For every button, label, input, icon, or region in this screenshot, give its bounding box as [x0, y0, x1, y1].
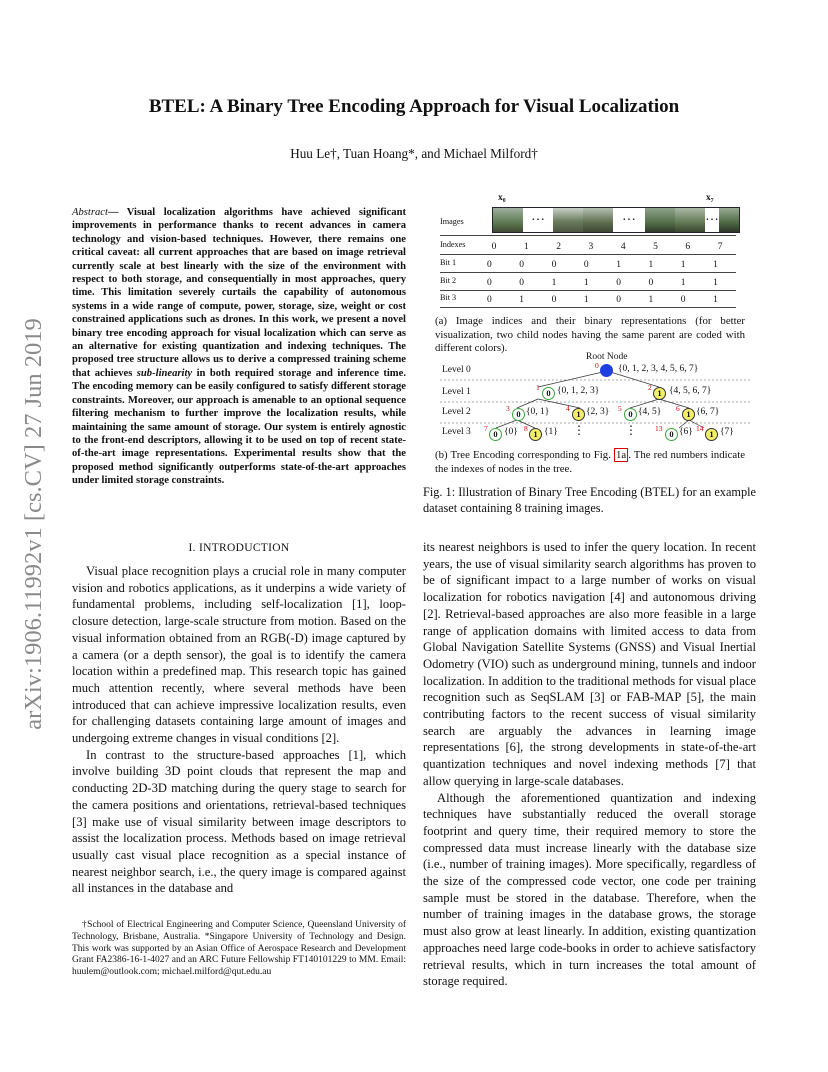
abstract-label: Abstract: [72, 207, 108, 218]
bit-cell: 1: [607, 259, 639, 271]
footnote-text: †School of Electrical Engineering and Computer Science, Queensland University of Technology, Brisbane, Australia. *Singapore University of Technology and Design. This work was supported by an Asian Office of Aerospace Research and Development Grant FA2386-16-1-4027 and an ARC Future Fellowship FT140101229 to MM. Email: huulem@outlook.com; michael.milford@qut.edu.au: [72, 920, 406, 978]
bit-cell: 1: [543, 277, 575, 289]
paragraph: In contrast to the structure-based approaches [1], which involve building 3D point clouds that represent the map and conducting 2D-3D matching during the query stage to search for the camera positions and orientations, retrieval-based techniques [3] make use of visual similarity between image descriptors to assist the localization process. Methods based on image retrieval usually cast visual place recognition as a special instance of nearest neighbor search, i.e., the query image is compared against all instances in the database and: [72, 747, 406, 896]
tree-node: 0: [489, 428, 502, 441]
bit-color-fill: [551, 294, 560, 306]
thumbnail-image: [675, 208, 705, 232]
bit-cell: 1: [704, 294, 736, 306]
level-label: Level 0: [442, 365, 471, 375]
caption-1b-text-1: (b) Tree Encoding corresponding to Fig.: [435, 449, 614, 461]
figure-1-caption: Fig. 1: Illustration of Binary Tree Encoding (BTEL) for an example dataset containing 8 training images.: [423, 485, 756, 515]
thumbnail-image: [553, 208, 583, 232]
footnote: [72, 920, 406, 979]
bit-cell: 0: [575, 259, 607, 271]
intro-right-column: [423, 539, 756, 990]
row-label-indexes: Indexes: [440, 240, 466, 249]
bit-cell: 1: [640, 294, 672, 306]
paragraph: Visual place recognition plays a crucial role in many computer vision and robotics applications, as it underpins a wide variety of fundamental problems, including self-localization [1], loop-closure detection, large-scale structure from motion. Based on the visual information obtained from an RGB(-D) image captured by a camera (or a depth sensor), the goal is to identify the camera location within a predefined map. This research topic has gained much attention recently, where several methods have been introduced that can achieve impressive localization results, even for challenging datasets containing large amount of images and undergoing extreme changes in visual conditions [2].: [72, 564, 406, 746]
node-set: {2, 3}: [586, 407, 610, 417]
bit-color-fill: [712, 294, 721, 306]
tree-node: 1: [572, 408, 585, 421]
bit-cell: 0: [478, 294, 510, 306]
node-set: {0, 1}: [526, 407, 550, 417]
bit-color-fill: [680, 294, 689, 306]
node-set: {0, 1, 2, 3}: [557, 386, 600, 396]
level-label: Level 2: [442, 407, 471, 417]
abstract-emphasis: sub-linearity: [136, 367, 193, 379]
figure-1a-table: [440, 193, 740, 308]
node-set: {6, 7}: [696, 407, 720, 417]
bit-cell: 0: [607, 294, 639, 306]
caption-1b-text-2: . The red numbers indicate the indexes of nodes in the tree.: [435, 449, 745, 475]
index-cell: 4: [620, 242, 626, 252]
ellipsis: …: [523, 208, 553, 232]
tree-node: 0: [512, 408, 525, 421]
bit-cell: 1: [640, 259, 672, 271]
table-rule: [440, 290, 736, 291]
bit-cell: 0: [478, 259, 510, 271]
table-rule: [440, 254, 736, 255]
tree-node: 1: [705, 428, 718, 441]
node-index: 13: [655, 424, 663, 433]
bit-color-fill: [712, 259, 744, 271]
row-label-images: Images: [440, 217, 464, 226]
bit-cell: 0: [478, 277, 510, 289]
index-cell: 5: [653, 242, 658, 252]
table-rule: [440, 307, 736, 308]
thumbnail-image: [719, 208, 739, 232]
node-index: 14: [696, 424, 704, 433]
tree-node: 0: [624, 408, 637, 421]
arxiv-id: arXiv:1906.11992v1 [cs.CV] 27 Jun 2019: [20, 318, 47, 730]
thumbnail-image: [493, 208, 523, 232]
root-node-label: Root Node: [586, 352, 628, 362]
node-index: 8: [524, 424, 528, 433]
node-index: 0: [595, 361, 599, 370]
tree-node: 1: [529, 428, 542, 441]
intro-left-column: [72, 563, 406, 897]
bit-cell: 1: [575, 294, 607, 306]
node-index: 6: [676, 404, 680, 413]
node-index: 5: [618, 404, 622, 413]
figure-1b-tree: [440, 351, 760, 443]
paper-title: BTEL: A Binary Tree Encoding Approach for Visual Localization: [148, 96, 680, 117]
row-label-bit3: Bit 3: [440, 293, 457, 302]
bit-cell: 0: [640, 277, 672, 289]
node-set: {7}: [720, 427, 734, 437]
index-cell: 1: [523, 242, 529, 252]
table-rule: [440, 272, 736, 273]
row-label-bit2: Bit 2: [440, 276, 457, 285]
node-set: {4, 5, 6, 7}: [669, 386, 712, 396]
index-cell: 0: [491, 242, 497, 252]
node-index: 3: [506, 404, 510, 413]
bit-color-fill: [712, 277, 744, 289]
thumbnail-image: [645, 208, 675, 232]
label-x0: x₀: [498, 193, 506, 203]
figure-reference-link[interactable]: 1a: [615, 449, 627, 461]
tree-node: 1: [682, 408, 695, 421]
arxiv-watermark: [14, 290, 54, 760]
vertical-ellipsis: ⋮: [573, 423, 585, 437]
image-strip: [492, 207, 740, 233]
index-cell: 3: [588, 242, 594, 252]
tree-node: 0: [665, 428, 678, 441]
table-rule: [440, 235, 736, 236]
author-list: Huu Le†, Tuan Hoang*, and Michael Milford†: [290, 146, 538, 161]
section-heading: I. INTRODUCTION: [188, 542, 290, 554]
tree-node: 0: [542, 387, 555, 400]
ellipsis: …: [613, 208, 645, 232]
paragraph: its nearest neighbors is used to infer the query location. In recent years, the use of visual similarity search algorithms has proven to be of significant impact to a large number of works on visual localization for robotics navigation [4] and autonomous driving [2]. Retrieval-based approaches are also more feasible in a large range of application domains with limited access to data from Global Navigation Satellite Systems (GNSS) and Visual Inertial Odometry (VIO) such as underground mining, tunnels and indoor localization. In addition to the traditional methods for visual place recognition such as SeqSLAM [3] or FAB-MAP [5], the main contributing factors to the recent success of visual similarity search are arguably the advances in learning image representations [6], the strong developments in state-of-the-art quantization techniques and novel indexing methods [7] that allow querying in large-scale databases.: [423, 540, 756, 788]
bit-cell: 1: [704, 259, 736, 271]
node-index: 2: [648, 383, 652, 392]
bit-color-fill: [583, 294, 592, 306]
paragraph: Although the aforementioned quantization and indexing techniques have substantially reduced the overall storage footprint and query time, their required memory to store the compressed data must increase linearly with the database size (i.e., number of training images). More specifically, regardless of the size of the compressed code vector, one code per training sample must be stored in the database. Therefore, when the number of training images in the database grows, the storage must also grow at least linearly. In addition, existing quantization approaches need large code-books in order to achieve satisfactory retrieval results, which in turn increases the total amount of storage required.: [423, 790, 756, 989]
node-index: 1: [536, 383, 540, 392]
index-cell: 2: [556, 242, 561, 252]
abstract-text-2: in both required storage and inference time. The encoding memory can be easily configured to satisfy different storage constraints. Moreover, our approach is amenable to an optional sequence filtering mechanism to further improve the localization results, while maintaining the same amount of storage. Our system is entirely agnostic to the front-end descriptors, allowing it to be used on top of recent state-of-the-art image representations. Experimental results show that the proposed method significantly outperforms state-of-the-art approaches under limited storage constraints.: [72, 367, 406, 487]
bit-cell: 0: [672, 294, 704, 306]
bit-cell: 0: [543, 294, 575, 306]
bit-color-fill: [518, 294, 527, 306]
bit-color-fill: [615, 294, 624, 306]
bit-cell: 0: [510, 259, 542, 271]
abstract: [72, 206, 406, 488]
ellipsis: …: [705, 208, 719, 232]
vertical-ellipsis: ⋮: [625, 423, 637, 437]
node-set: {0, 1, 2, 3, 4, 5, 6, 7}: [618, 364, 699, 374]
thumbnail-image: [583, 208, 613, 232]
node-set: {6}: [679, 427, 693, 437]
caption-1a: (a) Image indices and their binary representations (for better visualization, two child nodes having the same parent are coded with different colors).: [435, 315, 745, 355]
root-node: [600, 364, 613, 377]
bit-color-fill: [486, 294, 495, 306]
bit-cell: 1: [672, 277, 704, 289]
bit-cell: 1: [704, 277, 736, 289]
node-index: 7: [484, 424, 488, 433]
bit-cell: 1: [575, 277, 607, 289]
bit-color-fill: [648, 294, 657, 306]
level-label: Level 3: [442, 427, 471, 437]
level-label: Level 1: [442, 387, 471, 397]
index-cell: 6: [685, 242, 691, 252]
tree-node: 1: [653, 387, 666, 400]
index-cell: 7: [717, 242, 723, 252]
label-x7: x₇: [706, 193, 714, 203]
bit-cell: 0: [543, 259, 575, 271]
node-set: {1}: [544, 427, 558, 437]
bit-cell: 0: [510, 277, 542, 289]
bit-cell: 1: [510, 294, 542, 306]
bit-cell: 1: [672, 259, 704, 271]
node-index: 4: [566, 404, 570, 413]
caption-1b: [435, 449, 745, 476]
node-set: {0}: [504, 427, 518, 437]
abstract-text-1: — Visual localization algorithms have achieved significant improvements in performance thanks to recent advances in camera technology and vision-based techniques. However, there remains one critical caveat: all current approaches that are based on image retrieval currently scale at best linearly with the size of the environment with respect to both storage, and consequentially in most approaches, query time. This limitation severely curtails the capability of autonomous systems in a wide range of compute, power, storage, size, weight or cost constrained applications such as drones. In this work, we present a novel binary tree encoding approach for visual localization which can serve as an alternative for existing quantization and indexing techniques. The proposed tree structure allows us to derive a compressed training scheme that achieves: [72, 207, 406, 379]
node-set: {4, 5}: [638, 407, 662, 417]
row-label-bit1: Bit 1: [440, 258, 457, 267]
bit-cell: 0: [607, 277, 639, 289]
